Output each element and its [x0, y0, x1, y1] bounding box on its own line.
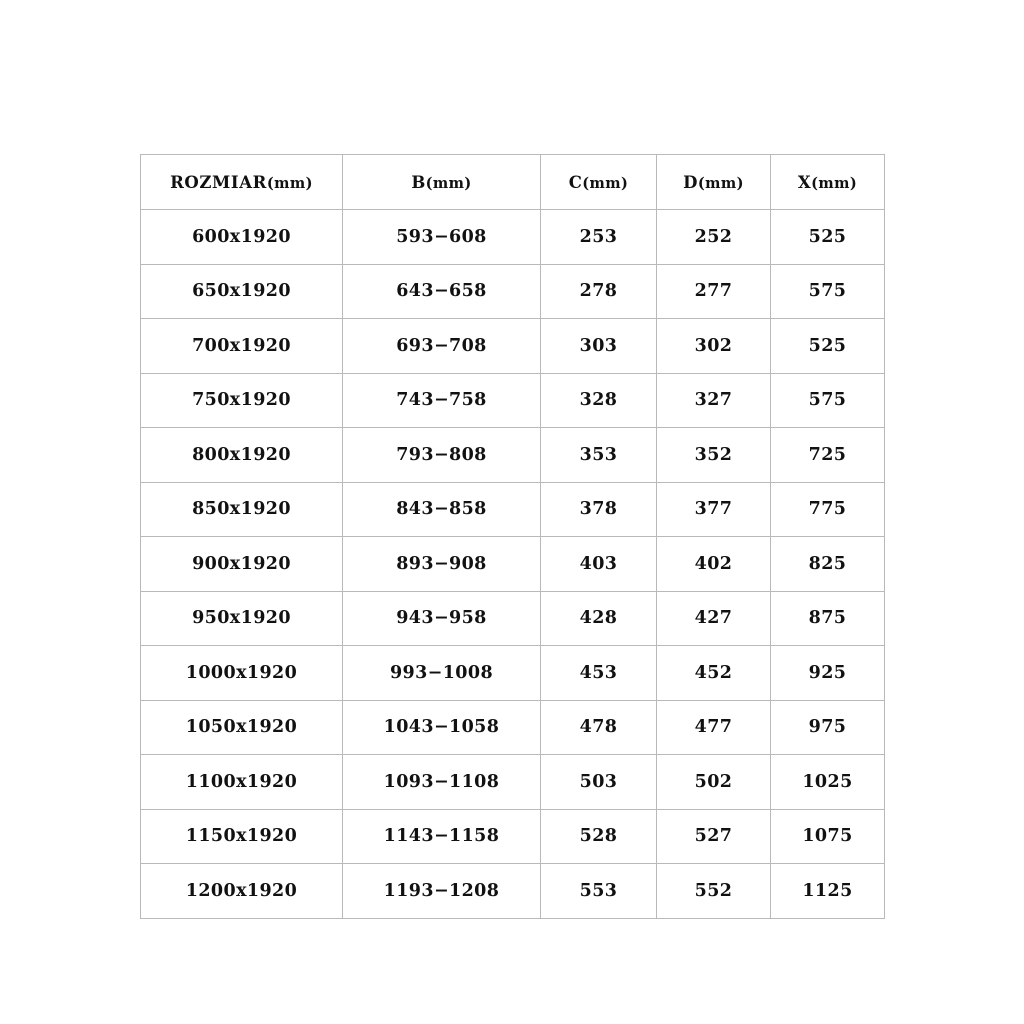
cell-x: 525 [771, 319, 885, 374]
cell-c: 353 [541, 428, 657, 483]
cell-b: 743−758 [343, 373, 541, 428]
table-row [141, 373, 885, 428]
cell-d: 327 [657, 373, 771, 428]
cell-b: 1043−1058 [343, 700, 541, 755]
cell-x: 725 [771, 428, 885, 483]
column-header-x [771, 155, 885, 210]
cell-size: 750x1920 [141, 373, 343, 428]
cell-d: 452 [657, 646, 771, 701]
cell-d: 402 [657, 537, 771, 592]
cell-x: 975 [771, 700, 885, 755]
cell-x: 875 [771, 591, 885, 646]
cell-b: 843−858 [343, 482, 541, 537]
cell-c: 453 [541, 646, 657, 701]
cell-d: 527 [657, 809, 771, 864]
column-header-x-label: X [797, 172, 812, 192]
cell-c: 478 [541, 700, 657, 755]
cell-x: 1025 [771, 755, 885, 810]
column-header-rozmiar-label: ROZMIAR [170, 172, 267, 192]
cell-b: 1143−1158 [343, 809, 541, 864]
cell-c: 528 [541, 809, 657, 864]
column-header-c-label: C [568, 172, 583, 192]
cell-size: 1150x1920 [141, 809, 343, 864]
specification-table-container [140, 154, 884, 919]
cell-d: 302 [657, 319, 771, 374]
cell-d: 477 [657, 700, 771, 755]
specification-table [140, 154, 885, 919]
cell-x: 575 [771, 373, 885, 428]
table-row [141, 264, 885, 319]
table-row [141, 646, 885, 701]
table-row [141, 210, 885, 265]
column-header-b-unit: (mm) [425, 174, 472, 192]
table-row [141, 537, 885, 592]
table-row [141, 482, 885, 537]
table-row [141, 700, 885, 755]
column-header-c [541, 155, 657, 210]
cell-b: 893−908 [343, 537, 541, 592]
cell-b: 593−608 [343, 210, 541, 265]
cell-size: 800x1920 [141, 428, 343, 483]
table-body [141, 210, 885, 919]
cell-c: 378 [541, 482, 657, 537]
cell-b: 1193−1208 [343, 864, 541, 919]
table-row [141, 755, 885, 810]
table-row [141, 319, 885, 374]
column-header-b [343, 155, 541, 210]
cell-size: 700x1920 [141, 319, 343, 374]
cell-d: 502 [657, 755, 771, 810]
cell-d: 277 [657, 264, 771, 319]
cell-b: 993−1008 [343, 646, 541, 701]
cell-d: 427 [657, 591, 771, 646]
cell-size: 600x1920 [141, 210, 343, 265]
table-header-row [141, 155, 885, 210]
cell-b: 943−958 [343, 591, 541, 646]
cell-x: 925 [771, 646, 885, 701]
column-header-d-unit: (mm) [697, 174, 744, 192]
cell-x: 825 [771, 537, 885, 592]
table-row [141, 864, 885, 919]
column-header-rozmiar [141, 155, 343, 210]
cell-size: 850x1920 [141, 482, 343, 537]
cell-size: 1100x1920 [141, 755, 343, 810]
table-row [141, 591, 885, 646]
column-header-rozmiar-unit: (mm) [266, 174, 313, 192]
cell-x: 1125 [771, 864, 885, 919]
column-header-c-unit: (mm) [582, 174, 629, 192]
cell-b: 1093−1108 [343, 755, 541, 810]
cell-c: 303 [541, 319, 657, 374]
cell-d: 377 [657, 482, 771, 537]
cell-b: 793−808 [343, 428, 541, 483]
cell-c: 503 [541, 755, 657, 810]
cell-size: 1200x1920 [141, 864, 343, 919]
cell-d: 352 [657, 428, 771, 483]
column-header-d-label: D [683, 172, 698, 192]
table-row [141, 809, 885, 864]
cell-x: 775 [771, 482, 885, 537]
cell-size: 650x1920 [141, 264, 343, 319]
cell-b: 693−708 [343, 319, 541, 374]
cell-d: 552 [657, 864, 771, 919]
cell-b: 643−658 [343, 264, 541, 319]
cell-c: 253 [541, 210, 657, 265]
cell-c: 278 [541, 264, 657, 319]
cell-size: 1000x1920 [141, 646, 343, 701]
cell-x: 1075 [771, 809, 885, 864]
cell-d: 252 [657, 210, 771, 265]
cell-size: 900x1920 [141, 537, 343, 592]
cell-c: 553 [541, 864, 657, 919]
column-header-b-label: B [411, 172, 426, 192]
column-header-d [657, 155, 771, 210]
cell-size: 950x1920 [141, 591, 343, 646]
cell-x: 575 [771, 264, 885, 319]
cell-c: 428 [541, 591, 657, 646]
table-row [141, 428, 885, 483]
cell-size: 1050x1920 [141, 700, 343, 755]
cell-c: 403 [541, 537, 657, 592]
column-header-x-unit: (mm) [811, 174, 858, 192]
table-header [141, 155, 885, 210]
cell-c: 328 [541, 373, 657, 428]
cell-x: 525 [771, 210, 885, 265]
